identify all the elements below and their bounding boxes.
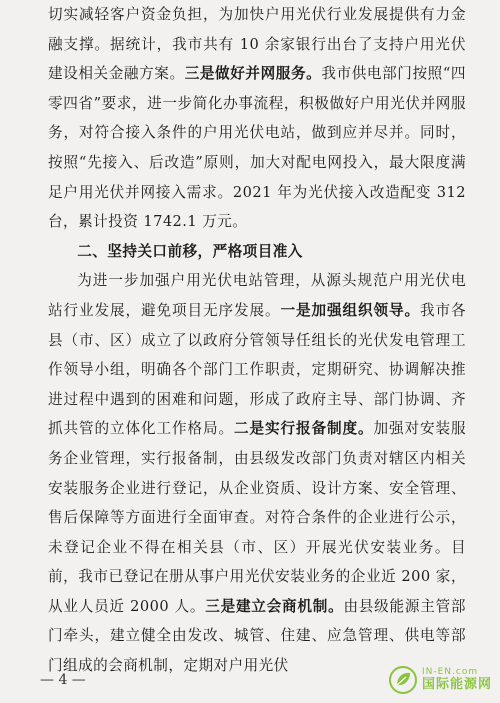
paragraph-text: 我市各县（市、区）成立了以政府分管领导任组长的光伏发电管理工作领导小组，明确各个部门工作职责，定期研究、协调解决推进过程中遇到的困难和问题，形成了政府主导、部门协调、齐抓共管的立体化工作格局。 (48, 301, 466, 438)
bold-point-consultation: 三是建立会商机制。 (205, 597, 344, 615)
document-body (48, 0, 466, 681)
watermark-site: IN-EN.com (421, 666, 479, 677)
leaf-logo-icon (388, 665, 418, 695)
paragraph-text: 由县级能源主管部门牵头，建立健全由发改、城管、住建、应急管理、供电等部门组成的会商机制，定期对户用光伏 (48, 597, 466, 675)
section-heading-2: 二、坚持关口前移，严格项目准入 (77, 242, 303, 260)
paragraph-text: 我市供电部门按照“四零四省”要求，进一步简化办事流程，积极做好户用光伏并网服务，对符合接入条件的户用光伏电站，做到应并尽并。同时，按照“先接入、后改造”原则，加大对配电网投入，最大限度满足户用光伏并网接入需求。2021 年为光伏接入改造配变 312 台，累计投资 1742.1 万元。 (48, 65, 466, 231)
watermark-name: 国际能源网 (421, 676, 492, 692)
paragraph-finance (48, 0, 466, 237)
paragraph-project-access (48, 266, 466, 680)
paragraph-text: 切实减轻客户资金负担，为加快户用光伏行业发展提供有力金融支撑。据统计，我市共有 10 余家银行出台了支持户用光伏建设相关金融方案。 (48, 6, 466, 83)
watermark (388, 665, 492, 695)
bold-point-grid-service: 三是做好并网服务。 (184, 65, 322, 83)
watermark-text (422, 668, 492, 692)
paragraph-text: 加强对安装服务企业管理，实行报备制，由县级发改部门负责对辖区内相关安装服务企业进行登记，从企业资质、设计方案、安全管理、售后保障等方面进行全面审查。对符合条件的企业进行公示，未登记企业不得在相关县（市、区）开展光伏安装业务。目前，我市已登记在册从事户用光伏安装业务的企业近 200 家，从业人员近 2000 人。 (48, 420, 467, 615)
bold-point-organization: 一是加强组织领导。 (280, 301, 420, 319)
bold-point-filing-system: 二是实行报备制度。 (233, 420, 374, 438)
page-number: — 4 — (40, 672, 86, 688)
paragraph-text: 为进一步加强户用光伏电站管理，从源头规范户用光伏电站行业发展，避免项目无序发展。 (48, 272, 466, 319)
